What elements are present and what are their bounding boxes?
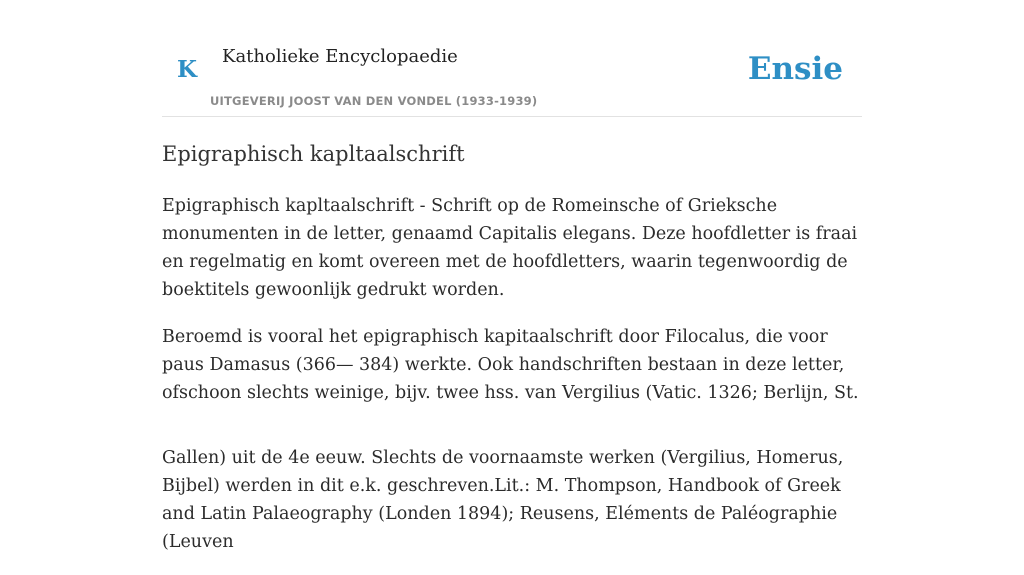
article-body bbox=[162, 192, 874, 575]
publisher-label: UITGEVERIJ JOOST VAN DEN VONDEL (1933-1939) bbox=[210, 94, 538, 108]
site-header bbox=[162, 0, 862, 117]
article-title: Epigraphisch kapltaalschrift bbox=[162, 142, 465, 166]
encyclopedia-logo-link[interactable]: K bbox=[177, 56, 197, 83]
ensie-brand-link[interactable]: Ensie bbox=[747, 51, 843, 87]
article-paragraph: Epigraphisch kapltaalschrift - Schrift op de Romeinsche of Grieksche monumenten in de letter, genaamd Capitalis elegans. Deze hoofdletter is fraai en regelmatig en komt overeen met de hoofdletters, waarin tegenwoordig de boektitels gewoonlijk gedrukt worden. bbox=[162, 196, 858, 300]
encyclopedia-title-link[interactable]: Katholieke Encyclopaedie bbox=[222, 46, 458, 67]
article-paragraph: Beroemd is vooral het epigraphisch kapitaalschrift door Filocalus, die voor paus Damasus (366— 384) werkte. Ook handschriften bestaan in deze letter, ofschoon slechts weinige, bijv. twee hss. van Vergilius (Vatic. 1326; Berlijn, St. bbox=[162, 327, 859, 403]
article-paragraph: Gallen) uit de 4e eeuw. Slechts de voornaamste werken (Vergilius, Homerus, Bijbel) werden in dit e.k. geschreven.Lit.: M. Thompson, Handbook of Greek and Latin Palaeography (Londen 1894); Reusens, Eléments de Paléographie (Leuven bbox=[162, 448, 844, 552]
